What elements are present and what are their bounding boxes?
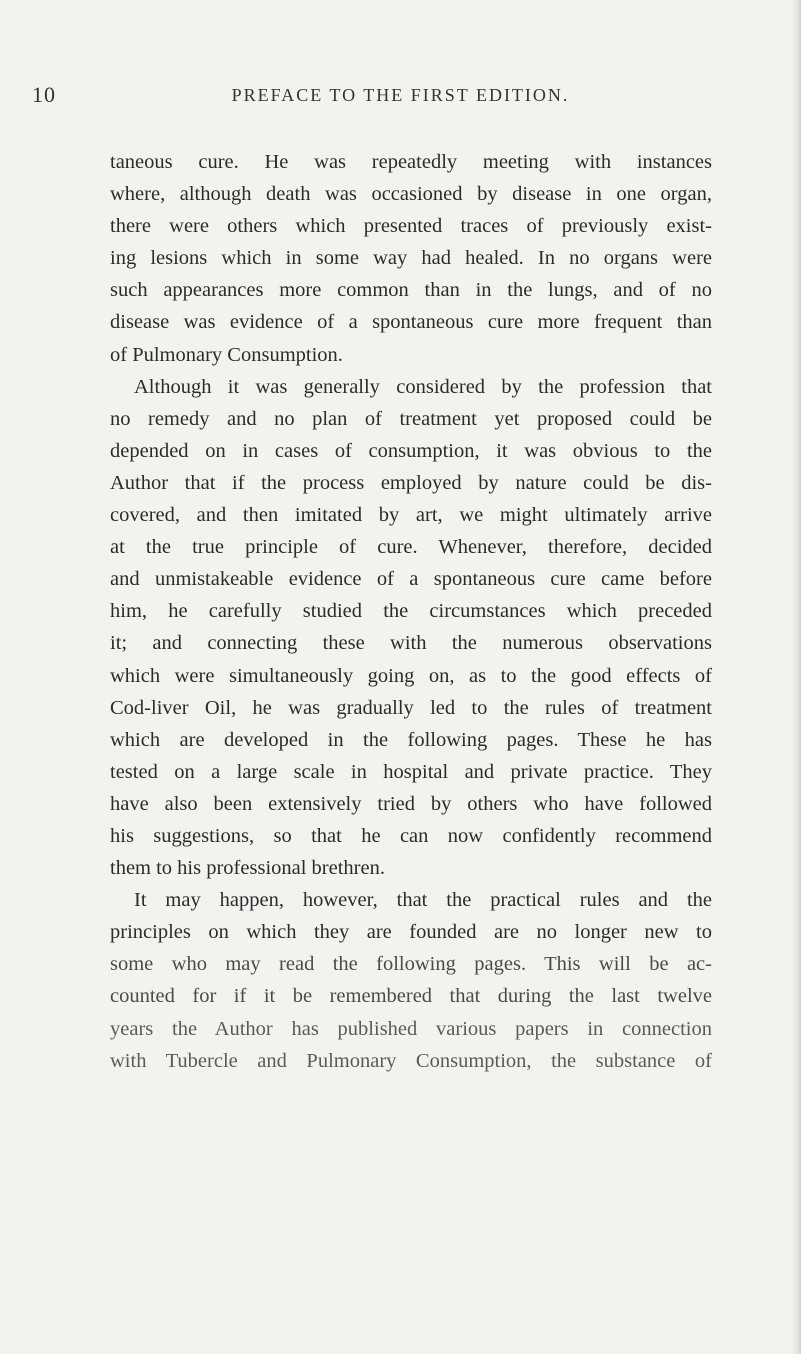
- text-line: it; and connecting these with the numerous observations: [110, 632, 712, 655]
- text-line: Cod-liver Oil, he was gradually led to the rules of treatment: [110, 696, 712, 719]
- text-line: which are developed in the following pages. These he has: [110, 728, 712, 751]
- text-line: which were simultaneously going on, as to the good effects of: [110, 664, 712, 687]
- page-header: [0, 82, 801, 112]
- text-line: at the true principle of cure. Whenever, therefore, decided: [110, 536, 712, 559]
- text-line: covered, and then imitated by art, we might ultimately arrive: [110, 504, 712, 527]
- paragraph-start-line: It may happen, however, that the practical rules and the: [134, 889, 712, 912]
- text-line: taneous cure. He was repeatedly meeting with instances: [110, 151, 712, 173]
- text-line: where, although death was occasioned by disease in one organ,: [110, 183, 712, 206]
- text-line: him, he carefully studied the circumstances which preceded: [110, 600, 712, 623]
- text-line: there were others which presented traces of previously exist-: [110, 215, 712, 238]
- paragraph-start-line: Although it was generally considered by the profession that: [134, 375, 712, 398]
- text-line: no remedy and no plan of treatment yet proposed could be: [110, 407, 712, 430]
- text-line: ing lesions which in some way had healed. In no organs were: [110, 247, 712, 270]
- text-line: principles on which they are founded are no longer new to: [110, 921, 712, 944]
- text-line: years the Author has published various papers in connection: [110, 1017, 712, 1040]
- body-text: [110, 146, 712, 1077]
- text-line: have also been extensively tried by others who have followed: [110, 792, 712, 815]
- text-line: tested on a large scale in hospital and private practice. They: [110, 760, 712, 783]
- text-line: counted for if it be remembered that during the last twelve: [110, 985, 712, 1008]
- text-line: with Tubercle and Pulmonary Consumption, the substance of: [110, 1049, 712, 1072]
- text-line: them to his professional brethren.: [110, 857, 385, 880]
- text-line: of Pulmonary Consumption.: [110, 343, 343, 366]
- text-line: some who may read the following pages. This will be ac-: [110, 953, 712, 976]
- text-line: depended on in cases of consumption, it was obvious to the: [110, 439, 712, 462]
- text-line: such appearances more common than in the lungs, and of no: [110, 279, 712, 302]
- page-edge-shadow: [791, 0, 801, 1354]
- text-line: and unmistakeable evidence of a spontaneous cure came before: [110, 568, 712, 591]
- text-line: his suggestions, so that he can now confidently recommend: [110, 824, 712, 847]
- page-number: 10: [32, 82, 56, 107]
- text-line: disease was evidence of a spontaneous cure more frequent than: [110, 311, 712, 334]
- running-title: PREFACE TO THE FIRST EDITION.: [231, 85, 570, 105]
- text-line: Author that if the process employed by nature could be dis-: [110, 471, 712, 494]
